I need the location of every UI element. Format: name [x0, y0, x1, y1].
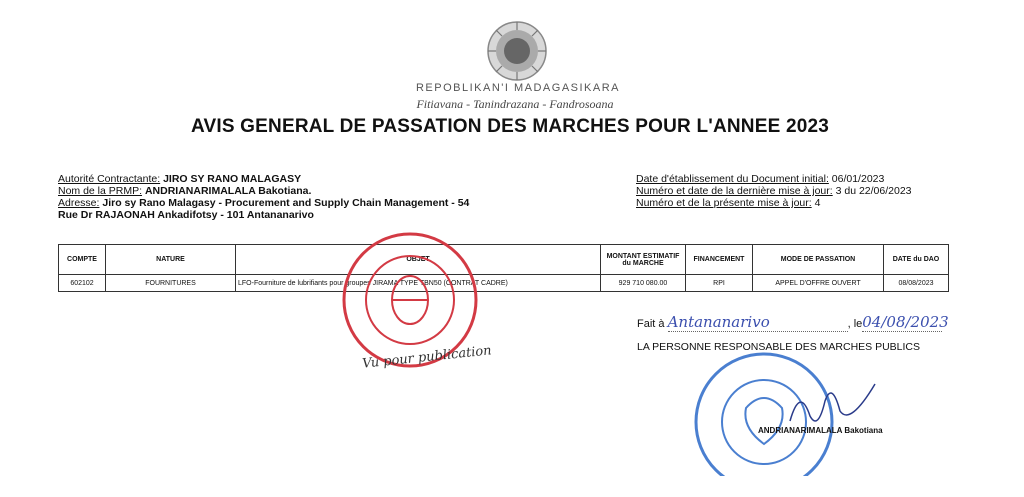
prmp-label: Nom de la PRMP: [58, 185, 143, 197]
republic-motto: Fitiavana - Tanindrazana - Fandrosoana [416, 97, 614, 111]
table-header-row [59, 245, 949, 275]
adresse-value-1: Jiro sy Rano Malagasy - Procurement and Supply Chain Management - 54 [102, 197, 470, 209]
header-financement: FINANCEMENT [686, 245, 753, 275]
cell-date-dao: 08/08/2023 [884, 275, 949, 292]
date-value: 06/01/2023 [831, 173, 885, 185]
adresse-label: Adresse: [58, 197, 100, 209]
prmp-title: LA PERSONNE RESPONSABLE DES MARCHES PUBLICS [637, 341, 921, 353]
document-title: AVIS GENERAL DE PASSATION DES MARCHES POUR L'ANNEE 2023 [190, 116, 830, 137]
publication-note: Vu pour publication [361, 343, 493, 372]
cell-mode: APPEL D'OFFRE OUVERT [753, 275, 884, 292]
republic-emblem-icon [486, 20, 548, 82]
fait-date: 04/08/2023 [862, 313, 949, 331]
header-compte: COMPTE [59, 245, 106, 275]
autorite-value: JIRO SY RANO MALAGASY [163, 173, 302, 185]
maj-value: 3 du 22/06/2023 [835, 185, 912, 197]
header-objet: OBJET [236, 245, 601, 275]
maj-label: Numéro et date de la dernière mise à jour: [636, 185, 833, 197]
republic-name: REPOBLIKAN'I MADAGASIKARA [415, 82, 621, 94]
signature-place-date [637, 313, 949, 332]
document-update-info [636, 173, 1016, 209]
contracting-authority-info [58, 173, 618, 221]
adresse-value-2: Rue Dr RAJAONAH Ankadifotsy - 101 Antananarivo [58, 209, 314, 221]
header-montant: MONTANT ESTIMATIF du MARCHE [601, 245, 686, 275]
present-value: 4 [814, 197, 821, 209]
header-date-dao: DATE du DAO [884, 245, 949, 275]
prmp-value: ANDRIANARIMALALA Bakotiana. [144, 185, 312, 197]
autorite-label: Autorité Contractante: [58, 173, 161, 185]
le-label: , le [847, 318, 863, 330]
procurement-table [58, 244, 949, 292]
table-row [59, 275, 949, 292]
fait-place: Antananarivo [668, 313, 848, 332]
date-label: Date d'établissement du Document initial: [636, 173, 829, 185]
cell-nature: FOURNITURES [106, 275, 236, 292]
header-mode: MODE DE PASSATION [753, 245, 884, 275]
cell-compte: 602102 [59, 275, 106, 292]
present-label: Numéro et de la présente mise à jour: [636, 197, 812, 209]
fait-label: Fait à [637, 318, 665, 330]
cell-montant: 929 710 080.00 [601, 275, 686, 292]
cell-objet: LFO-Fourniture de lubrifiants pour groupes JIRAMA TYPE TBN50 (CONTRAT CADRE) [236, 275, 601, 292]
header-nature: NATURE [106, 245, 236, 275]
prmp-signature-name: ANDRIANARIMALALA Bakotiana [758, 426, 883, 435]
cell-financement: RPI [686, 275, 753, 292]
